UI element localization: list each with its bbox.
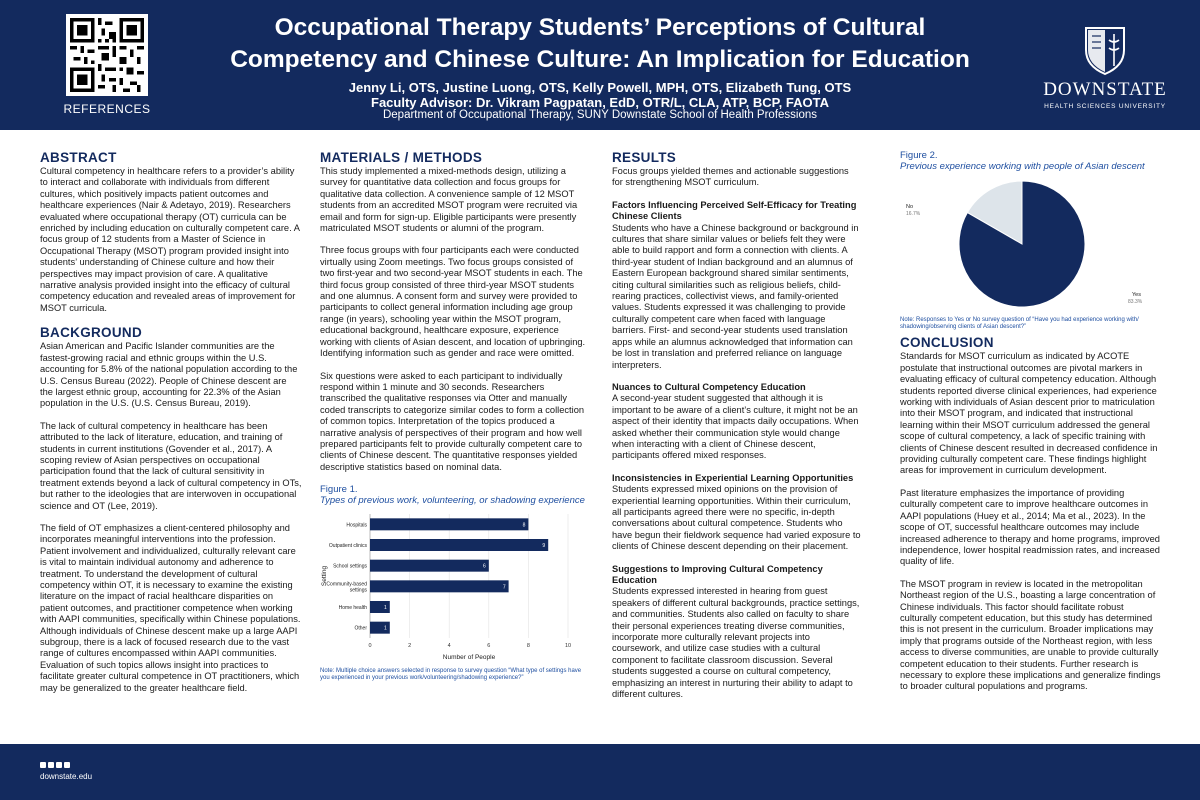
column-1 xyxy=(40,150,302,705)
x-tick-label: 6 xyxy=(487,643,491,650)
pie-label: Yes xyxy=(1132,292,1141,298)
facebook-icon[interactable] xyxy=(40,762,46,768)
bar-value-label: 6 xyxy=(483,563,486,570)
bar-value-label: 9 xyxy=(542,543,546,550)
bar xyxy=(370,580,509,592)
logo-subtitle: HEALTH SCIENCES UNIVERSITY xyxy=(1044,103,1166,110)
social-icons xyxy=(40,762,70,768)
methods-heading: MATERIALS / METHODS xyxy=(320,150,483,165)
results-subheading-4: Suggestions to Improving Cultural Competency Education xyxy=(612,563,823,585)
conclusion-paragraph-2: Past literature emphasizes the importance of providing culturally competent care to improve healthcare outcomes in AAPI populations (Huey et al., 2014; Ma et al., 2023). In the scope of OT, successful healthcare outcomes may include increased adherence to therapy and home programs, improved independence, lower hospital readmission rates, and increased quality of life. xyxy=(900,487,1160,567)
category-label: Other xyxy=(354,625,367,632)
bar xyxy=(370,622,390,634)
category-label: Hospitals xyxy=(346,522,367,529)
x-tick-label: 8 xyxy=(526,643,530,650)
results-heading: RESULTS xyxy=(612,150,677,165)
title-line-1: Occupational Therapy Students’ Perceptions of Cultural xyxy=(274,14,926,41)
results-text-3: Students expressed mixed opinions on the provision of experiential learning opportunities. Within their curriculum, all participants agreed there were no specific, in-depth conversations about cultural competence. Students who have begun their fieldwork sequence had varied exposure to clients of Chinese descent depending on their placement. xyxy=(612,484,861,552)
bar-value-label: 1 xyxy=(384,625,387,632)
x-tick-label: 2 xyxy=(408,643,412,650)
references-label[interactable]: REFERENCES xyxy=(63,102,151,116)
author-block xyxy=(170,80,1030,110)
column-2 xyxy=(320,150,588,682)
figure-2-pie-chart xyxy=(900,172,1162,314)
figure-2-caption xyxy=(900,150,1162,172)
column-4 xyxy=(900,150,1162,704)
category-label: School settings xyxy=(333,563,367,570)
bar xyxy=(370,539,548,551)
results-text-2: A second-year student suggested that although it is important to be aware of a client’s culture, it might not be an aspect of their identity that impacts daily occupations. When asked whether their communication style would change when interacting with a client of Chinese descent, participants offered mixed responses. xyxy=(612,393,859,461)
qr-code-icon xyxy=(70,18,144,92)
bar-value-label: 1 xyxy=(384,605,387,612)
website-link[interactable]: downstate.edu xyxy=(40,772,93,781)
methods-paragraph-1: This study implemented a mixed-methods design, utilizing a survey for quantitative data collection and focus groups for qualitative data collection. A convenience sample of 12 MSOT students from an accredited MSOT program were recruited via email and form for sign-up. Eligible participants were presently matriculated MSOT students or alumni of the program. xyxy=(320,166,578,234)
instagram-icon[interactable] xyxy=(56,762,62,768)
bar xyxy=(370,518,528,530)
category-label: Community-based xyxy=(326,581,367,588)
poster-title xyxy=(170,12,1030,76)
figure-2-note: Note: Responses to Yes or No survey question of “Have you had experience working with/ shadowing/observing clients of Asian descent?” xyxy=(900,317,1139,331)
figure-1-bar-chart xyxy=(320,506,588,664)
bar-value-label: 8 xyxy=(522,522,526,529)
bar-value-label: 7 xyxy=(502,584,506,591)
title-line-2: Competency and Chinese Culture: An Implication for Education xyxy=(230,46,970,73)
bar xyxy=(370,560,489,572)
poster-footer xyxy=(0,744,1200,800)
background-paragraph-2: The lack of cultural competency in healthcare has been attributed to the lack of literature, education, and training of students in current institutions (Govender et al., 2017). A scoping review of Asian perspectives on occupational participation found that the lack of cultural sensitivity in treatment extends beyond a lack of cultural competency in OTs, but rather to the ideologies that are interwoven in occupational science and OT (Lee, 2019). xyxy=(40,420,302,511)
logo-name: DOWNSTATE xyxy=(1043,79,1167,100)
category-label: settings xyxy=(349,587,367,594)
poster-header xyxy=(0,0,1200,130)
x-tick-label: 4 xyxy=(447,643,451,650)
pie-percent-label: 83.3% xyxy=(1128,299,1143,305)
figure-1-title: Types of previous work, volunteering, or shadowing experience xyxy=(320,495,585,507)
background-paragraph-3: The field of OT emphasizes a client-centered philosophy and incorporates meaningful interventions into the profession. Patient involvement and individualized, culturally relevant care is vital to maintain individual autonomy and adherence to treatment. To understand the development of cultural competency within OT, it is necessary to examine the existing literature on the impact of racial healthcare disparities on patient outcomes, and practitioner competence when working with AAPI communities, specifically within Chinese populations. Although individuals of Chinese descent make up a large AAPI subgroup, there is a lack of focused research due to the vast range of cultures encompassed within AAPI communities. Evaluation of such topics allows insight into practices to facilitate greater cultural competence in OT practitioners, which may be generalized to the greater healthcare field. xyxy=(40,522,301,693)
background-paragraph-1: Asian American and Pacific Islander communities are the fastest-growing racial and ethnic groups within the U.S. accounting for 5.8% of the national population according to the U.S. Census Bureau (2022). People of Chinese descent are the largest ethnic group, accounting for 22.3% of the Asian population in the U.S. (U.S. Census Bureau, 2019). xyxy=(40,341,298,409)
figure-1-caption xyxy=(320,484,588,506)
linkedin-icon[interactable] xyxy=(64,762,70,768)
shield-logo-icon xyxy=(1082,24,1128,76)
results-subheading-1: Factors Influencing Perceived Self-Efficacy for Treating Chinese Clients xyxy=(612,199,857,222)
abstract-text: Cultural competency in healthcare refers to a provider’s ability to interact and collaborate with individuals from different cultures, which positively impacts patient outcomes and healthcare experiences (Nair & Adetayo, 2019). Researchers evaluated where occupational therapy (OT) curricula can be enriched by including education on culturally competent care. A focus group of 12 students from a Master of Science in Occupational Therapy (MSOT) program provided insight into students’ understanding of Chinese culture and how their perspectives may impact provision of care. A qualitative narrative analysis provided insight into the efficacy of cultural competency education and revealed areas of improvement for MSOT curricula. xyxy=(40,166,300,313)
category-label: Home health xyxy=(338,605,367,612)
background-heading: BACKGROUND xyxy=(40,325,142,341)
results-subheading-2: Nuances to Cultural Competency Education xyxy=(612,381,806,392)
methods-paragraph-2: Three focus groups with four participants each were conducted virtually using Zoom meetings. Two focus groups consisted of two first-year and two second-year MSOT students in each. The third focus group consisted of three third-year MSOT students and one alumnus. A consent form and survey were provided to participants to collect general information including age group range (in years), schooling year within the MSOT program, educational background, healthcare exposure, experience working with clients of Asian descent, and location of upbringing. Identifying information such as gender and race were omitted. xyxy=(320,245,586,359)
bar xyxy=(370,601,390,613)
faculty-advisor: Faculty Advisor: Dr. Vikram Pagpatan, EdD, OTR/L, CLA, ATP, BCP, FAOTA xyxy=(371,95,829,110)
twitter-icon[interactable] xyxy=(48,762,54,768)
results-text-1: Students who have a Chinese background or background in cultures that share similar values or beliefs felt they were able to build rapport and form a connection with clients. A third-year student of Indian background and an alumnus of Eastern European background shared similar sentiments, citing cultural similarities such as religious beliefs, child-rearing practices, collectivist views, and family-oriented values. Students expressed it was challenging to provide culturally competent care when faced with language barriers. First- and second-year students used translation apps while an alumnus acknowledged that information can be lost in translation and preferred reliance on language interpreters. xyxy=(612,222,859,370)
figure-1-note: Note: Multiple choice answers selected in response to survey question “What type of settings have you experienced in your previous work/volunteering/shadowing experience?” xyxy=(320,667,582,681)
qr-code[interactable] xyxy=(66,14,148,96)
y-axis-label: Setting xyxy=(321,566,328,587)
category-label: Outpatient clinics xyxy=(328,543,367,550)
authors: Jenny Li, OTS, Justine Luong, OTS, Kelly Powell, MPH, OTS, Elizabeth Tung, OTS xyxy=(348,80,852,95)
methods-paragraph-3: Six questions were asked to each participant to individually respond within 1 minute and 30 seconds. Researchers transcribed the qualitative responses via Otter and manually coded transcripts to categorize similar codes to form a collection of common topics. Interpretation of the topics produced a narrative analysis of perspectives of their program and how well prepared participants felt to provide culturally competent care to clients of Chinese descent. The quantitative responses yielded descriptive statistics based on nominal data. xyxy=(320,370,585,472)
conclusion-paragraph-3: The MSOT program in review is located in the metropolitan Northeast region of the U.S., boasting a large concentration of Chinese individuals. This factor should facilitate robust culturally competent education, but this study has determined this is not present in the curriculum. Broader implications may imply that programs outside of the Northeast region, with less access to diverse communities, are unable to provide culturally competent education to their students. Further research is necessary to explore these implications and generalize findings to broader cultural populations and programs. xyxy=(900,578,1161,692)
figure-2-label: Figure 2. xyxy=(900,150,938,161)
x-axis-label: Number of People xyxy=(442,654,496,662)
qr-code-block[interactable] xyxy=(62,14,152,116)
results-subheading-3: Inconsistencies in Experiential Learning Opportunities xyxy=(612,472,854,483)
university-logo xyxy=(1030,24,1180,110)
x-tick-label: 10 xyxy=(564,643,572,650)
column-3 xyxy=(612,150,862,711)
results-text-4: Students expressed interested in hearing from guest speakers of different cultural backgrounds, practice settings, and communities. Students also called on faculty to share their personal experiences treating diverse communities, incorporate more culturally relevant projects into coursework, and utilize case studies with a cultural component to facilitate classroom discussion. Several students suggested a course on cultural competency, emphasizing an interest in nurturing their ability to adapt to different cultures. xyxy=(612,586,860,700)
abstract-heading: ABSTRACT xyxy=(40,150,117,165)
pie-label: No xyxy=(906,204,914,210)
figure-1-label: Figure 1. xyxy=(320,484,358,496)
pie-percent-label: 16.7% xyxy=(906,211,921,217)
department: Department of Occupational Therapy, SUNY Downstate School of Health Professions xyxy=(382,109,818,121)
x-tick-label: 0 xyxy=(368,643,372,650)
results-intro: Focus groups yielded themes and actionable suggestions for strengthening MSOT curriculum. xyxy=(612,166,849,188)
conclusion-paragraph-1: Standards for MSOT curriculum as indicated by ACOTE postulate that instructional outcomes are pivotal markers in evaluating efficacy of cultural competency education. Although students reported diverse clinical experiences, had experience working with individuals of Asian descent prior to matriculation into their MSOT program, and indicated that instructional learning within their MSOT curriculum addressed the general scope of cultural competency, a lack of specific training with clients of Chinese descent resulted in decreased confidence in providing culturally competent care. These findings highlight areas for improvement in curriculum development. xyxy=(900,351,1158,476)
figure-2-title: Previous experience working with people of Asian descent xyxy=(900,161,1145,172)
conclusion-heading: CONCLUSION xyxy=(900,335,994,351)
